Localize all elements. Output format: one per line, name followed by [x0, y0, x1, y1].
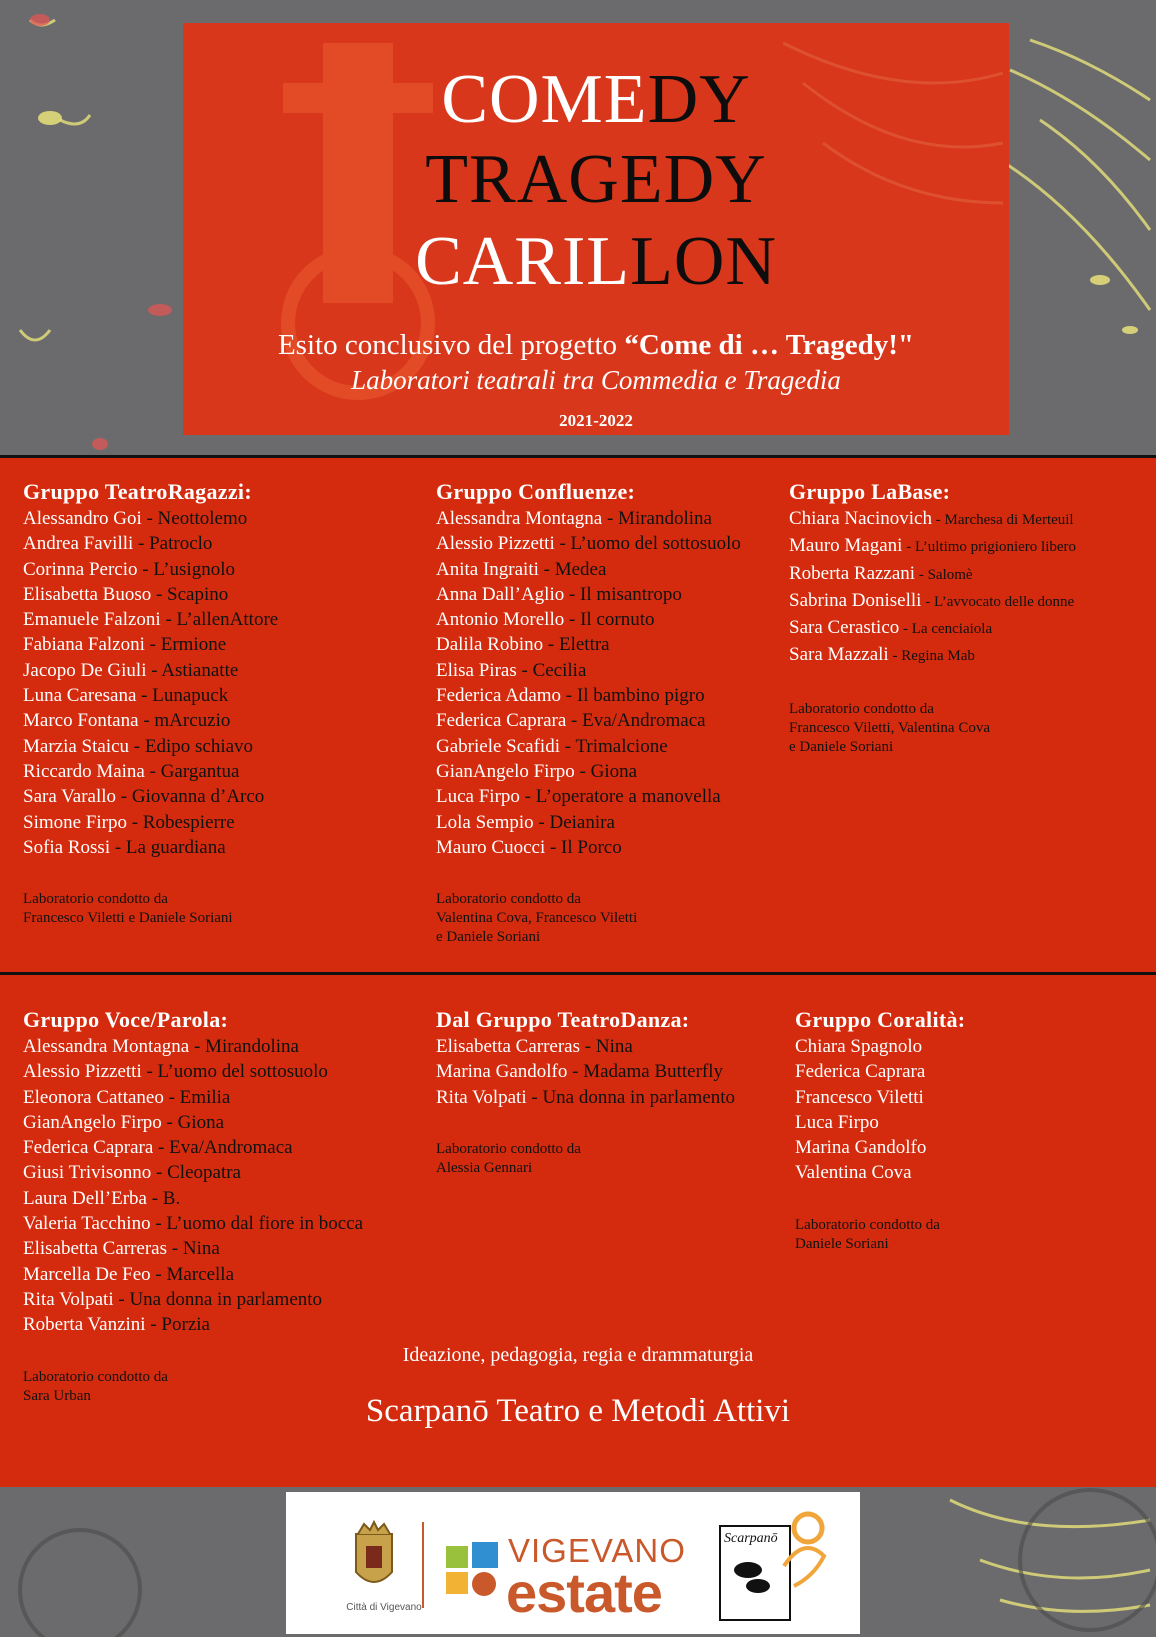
cast-member	[789, 561, 1076, 588]
actor-name: Sofia Rossi	[23, 836, 111, 858]
actor-name: Fabiana Falzoni	[23, 634, 145, 656]
actor-name: Rita Volpati	[23, 1288, 114, 1310]
city-crest-icon	[348, 1520, 400, 1600]
ideazione-credit: Ideazione, pedagogia, regia e drammaturgia	[402, 1344, 754, 1366]
actor-name: Chiara Nacinovich	[789, 508, 932, 529]
character-role: - Cleopatra	[151, 1162, 241, 1184]
cast-member	[789, 588, 1076, 615]
credit-line: Laboratorio condotto da	[436, 891, 581, 908]
cast-member	[789, 533, 1076, 560]
character-role: - Porzia	[145, 1314, 210, 1336]
actor-name: Elisabetta Carreras	[436, 1036, 581, 1057]
credit-line: Daniele Soriani	[795, 1235, 889, 1252]
cast-member	[23, 557, 278, 582]
cast-member	[436, 835, 741, 860]
character-role: - Giona	[574, 760, 638, 782]
cast-member	[795, 1160, 965, 1185]
credit-line: e Daniele Soriani	[789, 738, 894, 755]
character-role: - Salomè	[915, 566, 973, 583]
actor-name: Sara Varallo	[23, 786, 117, 808]
title-comedy-black: DY	[647, 61, 751, 138]
group-teatroragazzi	[23, 478, 278, 928]
credit-line: Laboratorio condotto da	[436, 1140, 581, 1157]
character-role: - Cecilia	[516, 659, 587, 681]
character-role: - Giona	[161, 1111, 225, 1133]
character-role: - Eva/Andromaca	[153, 1137, 293, 1159]
character-role: - Marchesa di Merteuil	[931, 512, 1074, 528]
actor-name: Antonio Morello	[436, 609, 565, 631]
actor-name: Marzia Staicu	[23, 735, 130, 757]
character-role: - Lunapuck	[136, 685, 229, 707]
cast-member	[23, 734, 278, 759]
actor-name: Alessandra Montagna	[23, 1036, 190, 1057]
workshop-credit	[23, 890, 278, 928]
actor-name: Giusi Trivisonno	[23, 1162, 152, 1184]
character-role: - L’operatore a manovella	[519, 786, 721, 808]
title-carillon-white: CARIL	[415, 223, 631, 300]
credit-line: Sara Urban	[23, 1387, 91, 1404]
title-carillon-black: LON	[630, 223, 777, 300]
cast-member	[23, 1211, 363, 1236]
cast-member	[23, 658, 278, 683]
actor-name: Roberta Vanzini	[23, 1314, 146, 1336]
actor-name: Rita Volpati	[436, 1086, 527, 1108]
actor-name: Emanuele Falzoni	[23, 609, 161, 631]
group-confluenze	[436, 478, 741, 947]
actor-name: Federica Caprara	[23, 1137, 154, 1159]
cast-member	[23, 1262, 363, 1287]
vigevano-estate-icon	[444, 1540, 508, 1610]
cast-member	[795, 1085, 965, 1110]
actor-name: Dalila Robino	[436, 634, 544, 656]
section-divider	[0, 972, 1156, 975]
logo-separator	[422, 1522, 424, 1608]
cast-member	[795, 1110, 965, 1135]
character-role: - Nina	[580, 1036, 633, 1057]
project-tagline: Laboratori teatrali tra Commedia e Tragedia	[351, 365, 841, 395]
character-role: - L’uomo dal fiore in bocca	[150, 1213, 364, 1235]
actor-name: Eleonora Cattaneo	[23, 1086, 164, 1108]
credit-line: Alessia Gennari	[436, 1159, 533, 1176]
character-role: - L’avvocato delle donne	[921, 593, 1075, 610]
actor-name: Marina Gandolfo	[795, 1137, 927, 1159]
cast-member	[436, 607, 741, 632]
group-title: Gruppo TeatroRagazzi:	[23, 479, 252, 504]
character-role: - Una donna in parlamento	[113, 1288, 323, 1310]
group-title: Dal Gruppo TeatroDanza:	[436, 1007, 690, 1032]
group-teatrodanza	[436, 1006, 735, 1178]
workshop-credit	[436, 890, 741, 947]
actor-name: Marco Fontana	[23, 710, 139, 732]
group-title: Gruppo Coralità:	[795, 1007, 966, 1032]
character-role: - Deianira	[533, 811, 615, 833]
actor-name: Gabriele Scafidi	[436, 735, 560, 757]
credit-line: e Daniele Soriani	[436, 929, 541, 946]
character-role: - L’ultimo prigioniero libero	[902, 539, 1077, 556]
title-line-comedy	[183, 61, 1009, 138]
character-role: - Il misantropo	[564, 583, 682, 605]
actor-name: Alessandro Goi	[23, 508, 142, 529]
credit-line: Valentina Cova, Francesco Viletti	[436, 910, 638, 927]
character-role: - Il Porco	[545, 836, 622, 858]
actor-name: Luna Caresana	[23, 685, 137, 707]
estate-wordmark: estate	[506, 1561, 662, 1624]
character-role: - Mirandolina	[602, 508, 712, 529]
cast-member	[23, 1059, 363, 1084]
actor-name: Mauro Magani	[789, 535, 903, 557]
cast-member	[789, 506, 1076, 533]
character-role: - Eva/Andromaca	[566, 710, 706, 732]
actor-name: Alessio Pizzetti	[436, 533, 555, 555]
subtitle-prefix: Esito conclusivo del progetto	[277, 329, 625, 361]
cast-member	[23, 784, 278, 809]
cast-member	[23, 1236, 363, 1261]
group-labase	[789, 478, 1076, 757]
cast-member	[23, 531, 278, 556]
character-role: - Medea	[538, 558, 607, 580]
actor-name: Francesco Viletti	[795, 1086, 924, 1108]
actor-name: Andrea Favilli	[23, 533, 134, 555]
actor-name: Sara Cerastico	[789, 617, 900, 639]
cast-member	[23, 1160, 363, 1185]
character-role: - L’uomo del sottosuolo	[554, 533, 741, 555]
character-role: - Astianatte	[146, 659, 239, 681]
character-role: - Patroclo	[133, 533, 213, 555]
actor-name: Laura Dell’Erba	[23, 1187, 147, 1209]
credit-line: Laboratorio condotto da	[789, 700, 934, 717]
actor-name: Anita Ingraiti	[436, 558, 539, 580]
title-block	[183, 23, 1009, 435]
cast-member	[23, 582, 278, 607]
cast-member	[23, 1312, 363, 1337]
title-line-carillon	[183, 223, 1009, 300]
credit-line: Francesco Viletti e Daniele Soriani	[23, 910, 233, 927]
cast-member	[23, 683, 278, 708]
actor-name: Elisabetta Carreras	[23, 1238, 168, 1260]
character-role: - B.	[146, 1187, 181, 1209]
actor-name: Sara Mazzali	[789, 644, 889, 666]
cast-member	[436, 658, 741, 683]
character-role: - Marcella	[150, 1263, 235, 1285]
cast-member	[789, 615, 1076, 642]
character-role: - Scapino	[151, 583, 229, 605]
actor-name: Federica Caprara	[795, 1061, 926, 1083]
cast-member	[436, 708, 741, 733]
character-role: - Emilia	[163, 1086, 231, 1108]
group-coralita	[795, 1006, 965, 1254]
character-role: - Neottolemo	[141, 508, 248, 529]
character-role: - Regina Mab	[888, 648, 975, 665]
scarpano-name: Scarpanō	[724, 1531, 778, 1546]
character-role: - Nina	[167, 1238, 220, 1260]
cast-member	[436, 1085, 735, 1110]
actor-name: Federica Caprara	[436, 710, 567, 732]
character-role: - Il cornuto	[564, 609, 655, 631]
cast-member	[436, 810, 741, 835]
actor-name: Simone Firpo	[23, 811, 127, 833]
cast-member	[436, 1034, 735, 1059]
actor-name: Chiara Spagnolo	[795, 1036, 923, 1057]
actor-name: Valeria Tacchino	[23, 1213, 151, 1235]
cast-member	[23, 1085, 363, 1110]
workshop-credit	[795, 1216, 965, 1254]
character-role: - La guardiana	[110, 836, 226, 858]
actor-name: Luca Firpo	[795, 1111, 879, 1133]
character-role: - L’uomo del sottosuolo	[141, 1061, 328, 1083]
character-role: - La cenciaiola	[899, 621, 993, 638]
actor-name: Mauro Cuocci	[436, 836, 546, 858]
actor-name: Sabrina Doniselli	[789, 589, 922, 611]
actor-name: Roberta Razzani	[789, 562, 916, 584]
cast-member	[436, 734, 741, 759]
cast-member	[436, 557, 741, 582]
cast-member	[436, 531, 741, 556]
actor-name: Jacopo De Giuli	[23, 659, 147, 681]
cast-member	[795, 1034, 965, 1059]
actor-name: Elisabetta Buoso	[23, 583, 152, 605]
cast-member	[789, 642, 1076, 669]
actor-name: GianAngelo Firpo	[436, 760, 575, 782]
cast-member	[23, 1186, 363, 1211]
project-years: 2021-2022	[559, 411, 633, 430]
character-role: - Elettra	[543, 634, 610, 656]
cast-member	[23, 506, 278, 531]
title-comedy-white: COME	[441, 61, 648, 138]
project-subtitle	[183, 329, 1009, 362]
credit-line: Laboratorio condotto da	[23, 891, 168, 908]
character-role: - Una donna in parlamento	[526, 1086, 736, 1108]
company-name: Scarpanō Teatro e Metodi Attivi	[365, 1393, 791, 1429]
cast-member	[23, 1110, 363, 1135]
credit-line: Francesco Viletti, Valentina Cova	[789, 719, 990, 736]
cast-member	[795, 1135, 965, 1160]
cast-member	[436, 506, 741, 531]
character-role: - Ermione	[144, 634, 227, 656]
credit-line: Laboratorio condotto da	[23, 1368, 168, 1385]
character-role: - Robespierre	[126, 811, 235, 833]
cast-member	[436, 759, 741, 784]
credit-line: Laboratorio condotto da	[795, 1216, 940, 1233]
actor-name: Federica Adamo	[436, 685, 562, 707]
character-role: - Trimalcione	[559, 735, 668, 757]
groups-panel	[0, 455, 1156, 1487]
character-role: - Il bambino pigro	[561, 685, 705, 707]
cast-member	[23, 607, 278, 632]
title-line-tragedy	[183, 141, 1009, 218]
cast-member	[23, 1034, 363, 1059]
group-title: Gruppo Confluenze:	[436, 479, 636, 504]
actor-name: Lola Sempio	[436, 811, 534, 833]
actor-name: Luca Firpo	[436, 786, 520, 808]
actor-name: Corinna Percio	[23, 558, 138, 580]
actor-name: Alessandra Montagna	[436, 508, 603, 529]
actor-name: Marcella De Feo	[23, 1263, 151, 1285]
character-role: - L’usignolo	[137, 558, 235, 580]
cast-member	[436, 1059, 735, 1084]
cast-member	[795, 1059, 965, 1084]
character-role: - mArcuzio	[138, 710, 231, 732]
character-role: - L’allenAttore	[160, 609, 279, 631]
title-tragedy: TRAGEDY	[425, 141, 767, 218]
city-label: Città di Vigevano	[346, 1602, 422, 1613]
actor-name: Anna Dall’Aglio	[436, 583, 565, 605]
workshop-credit	[789, 700, 1076, 757]
project-name: “Come di … Tragedy!"	[624, 329, 915, 361]
cast-member	[23, 632, 278, 657]
cast-member	[23, 810, 278, 835]
actor-name: Marina Gandolfo	[436, 1061, 568, 1083]
cast-member	[23, 1135, 363, 1160]
actor-name: Alessio Pizzetti	[23, 1061, 142, 1083]
vigevano-wordmark: VIGEVANO	[508, 1532, 686, 1569]
actor-name: Riccardo Maina	[23, 760, 145, 782]
cast-member	[23, 708, 278, 733]
scarpano-logo-icon	[714, 1506, 834, 1626]
actor-name: GianAngelo Firpo	[23, 1111, 162, 1133]
workshop-credit	[436, 1140, 735, 1178]
actor-name: Elisa Piras	[436, 659, 517, 681]
character-role: - Edipo schiavo	[129, 735, 254, 757]
group-title: Gruppo LaBase:	[789, 479, 951, 504]
cast-member	[23, 1287, 363, 1312]
cast-member	[23, 835, 278, 860]
cast-member	[436, 784, 741, 809]
cast-member	[436, 582, 741, 607]
group-title: Gruppo Voce/Parola:	[23, 1007, 229, 1032]
character-role: - Madama Butterfly	[567, 1061, 724, 1083]
actor-name: Valentina Cova	[795, 1162, 912, 1184]
cast-member	[436, 683, 741, 708]
cast-member	[436, 632, 741, 657]
character-role: - Mirandolina	[189, 1036, 299, 1057]
character-role: - Gargantua	[144, 760, 240, 782]
character-role: - Giovanna d’Arco	[116, 786, 265, 808]
cast-member	[23, 759, 278, 784]
sponsor-logos	[286, 1492, 860, 1634]
